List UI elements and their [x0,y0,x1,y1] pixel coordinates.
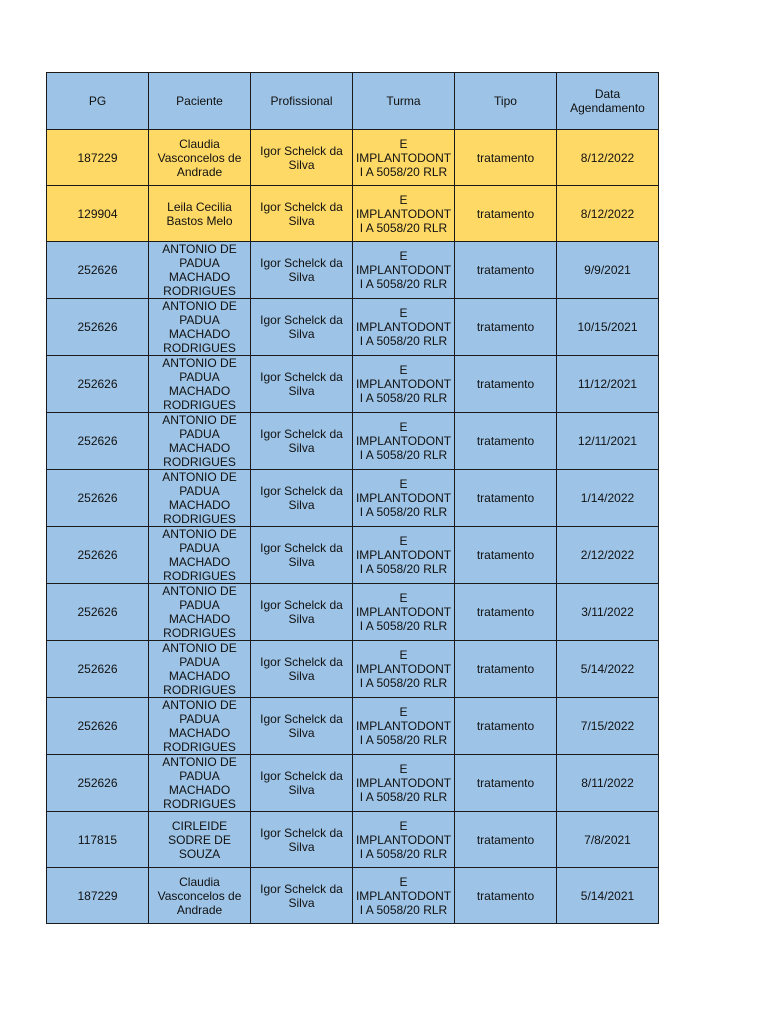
cell-turma: E IMPLANTODONTI A 5058/20 RLR [353,186,455,242]
table-row [47,698,659,755]
cell-turma: E IMPLANTODONTI A 5058/20 RLR [353,299,455,356]
cell-data-agendamento: 2/12/2022 [557,527,659,584]
cell-pg: 252626 [47,299,149,356]
cell-turma: E IMPLANTODONTI A 5058/20 RLR [353,527,455,584]
cell-turma: E IMPLANTODONTI A 5058/20 RLR [353,812,455,868]
cell-tipo: tratamento [455,186,557,242]
cell-tipo: tratamento [455,755,557,812]
cell-turma: E IMPLANTODONTI A 5058/20 RLR [353,868,455,924]
cell-pg: 252626 [47,242,149,299]
table-row [47,413,659,470]
cell-tipo: tratamento [455,584,557,641]
cell-turma: E IMPLANTODONTI A 5058/20 RLR [353,470,455,527]
table-row [47,527,659,584]
cell-pg: 252626 [47,641,149,698]
cell-pg: 117815 [47,812,149,868]
cell-pg: 187229 [47,868,149,924]
cell-tipo: tratamento [455,299,557,356]
cell-paciente: ANTONIO DE PADUA MACHADO RODRIGUES [149,242,251,299]
cell-profissional: Igor Schelck da Silva [251,413,353,470]
cell-tipo: tratamento [455,641,557,698]
cell-pg: 252626 [47,527,149,584]
cell-pg: 252626 [47,584,149,641]
cell-turma: E IMPLANTODONTI A 5058/20 RLR [353,584,455,641]
cell-paciente: CIRLEIDE SODRE DE SOUZA [149,812,251,868]
cell-data-agendamento: 1/14/2022 [557,470,659,527]
table-body [47,130,659,924]
cell-tipo: tratamento [455,812,557,868]
cell-pg: 252626 [47,755,149,812]
cell-data-agendamento: 11/12/2021 [557,356,659,413]
cell-paciente: ANTONIO DE PADUA MACHADO RODRIGUES [149,299,251,356]
cell-profissional: Igor Schelck da Silva [251,698,353,755]
cell-data-agendamento: 7/15/2022 [557,698,659,755]
cell-tipo: tratamento [455,470,557,527]
cell-tipo: tratamento [455,130,557,186]
cell-turma: E IMPLANTODONTI A 5058/20 RLR [353,755,455,812]
cell-tipo: tratamento [455,356,557,413]
cell-data-agendamento: 9/9/2021 [557,242,659,299]
cell-data-agendamento: 5/14/2022 [557,641,659,698]
cell-paciente: ANTONIO DE PADUA MACHADO RODRIGUES [149,527,251,584]
cell-paciente: ANTONIO DE PADUA MACHADO RODRIGUES [149,698,251,755]
header-row [47,73,659,130]
cell-turma: E IMPLANTODONTI A 5058/20 RLR [353,130,455,186]
cell-profissional: Igor Schelck da Silva [251,299,353,356]
cell-paciente: Claudia Vasconcelos de Andrade [149,130,251,186]
header-tipo: Tipo [455,73,557,130]
cell-turma: E IMPLANTODONTI A 5058/20 RLR [353,641,455,698]
cell-profissional: Igor Schelck da Silva [251,470,353,527]
cell-profissional: Igor Schelck da Silva [251,356,353,413]
cell-profissional: Igor Schelck da Silva [251,584,353,641]
cell-paciente: Leila Cecilia Bastos Melo [149,186,251,242]
cell-profissional: Igor Schelck da Silva [251,812,353,868]
table-row [47,641,659,698]
cell-tipo: tratamento [455,413,557,470]
cell-paciente: ANTONIO DE PADUA MACHADO RODRIGUES [149,584,251,641]
cell-paciente: ANTONIO DE PADUA MACHADO RODRIGUES [149,413,251,470]
header-paciente: Paciente [149,73,251,130]
cell-data-agendamento: 8/12/2022 [557,186,659,242]
header-profissional: Profissional [251,73,353,130]
cell-paciente: ANTONIO DE PADUA MACHADO RODRIGUES [149,641,251,698]
table-row [47,242,659,299]
cell-data-agendamento: 5/14/2021 [557,868,659,924]
cell-profissional: Igor Schelck da Silva [251,868,353,924]
cell-pg: 252626 [47,698,149,755]
cell-pg: 252626 [47,470,149,527]
cell-paciente: Claudia Vasconcelos de Andrade [149,868,251,924]
cell-pg: 129904 [47,186,149,242]
cell-profissional: Igor Schelck da Silva [251,242,353,299]
cell-pg: 187229 [47,130,149,186]
table-row [47,470,659,527]
table-row [47,812,659,868]
header-data-agendamento: Data Agendamento [557,73,659,130]
header-turma: Turma [353,73,455,130]
table-row [47,130,659,186]
cell-profissional: Igor Schelck da Silva [251,527,353,584]
cell-profissional: Igor Schelck da Silva [251,186,353,242]
table-row [47,868,659,924]
cell-tipo: tratamento [455,868,557,924]
cell-paciente: ANTONIO DE PADUA MACHADO RODRIGUES [149,470,251,527]
cell-paciente: ANTONIO DE PADUA MACHADO RODRIGUES [149,755,251,812]
cell-profissional: Igor Schelck da Silva [251,755,353,812]
header-pg: PG [47,73,149,130]
table-row [47,755,659,812]
table-row [47,186,659,242]
cell-profissional: Igor Schelck da Silva [251,641,353,698]
cell-data-agendamento: 8/11/2022 [557,755,659,812]
cell-data-agendamento: 3/11/2022 [557,584,659,641]
cell-data-agendamento: 7/8/2021 [557,812,659,868]
cell-turma: E IMPLANTODONTI A 5058/20 RLR [353,698,455,755]
cell-data-agendamento: 10/15/2021 [557,299,659,356]
cell-turma: E IMPLANTODONTI A 5058/20 RLR [353,242,455,299]
table-row [47,584,659,641]
cell-turma: E IMPLANTODONTI A 5058/20 RLR [353,356,455,413]
schedule-table [46,72,659,924]
table-row [47,299,659,356]
table-row [47,356,659,413]
cell-tipo: tratamento [455,527,557,584]
cell-profissional: Igor Schelck da Silva [251,130,353,186]
cell-data-agendamento: 8/12/2022 [557,130,659,186]
cell-paciente: ANTONIO DE PADUA MACHADO RODRIGUES [149,356,251,413]
cell-tipo: tratamento [455,242,557,299]
cell-data-agendamento: 12/11/2021 [557,413,659,470]
cell-pg: 252626 [47,413,149,470]
cell-pg: 252626 [47,356,149,413]
cell-tipo: tratamento [455,698,557,755]
cell-turma: E IMPLANTODONTI A 5058/20 RLR [353,413,455,470]
